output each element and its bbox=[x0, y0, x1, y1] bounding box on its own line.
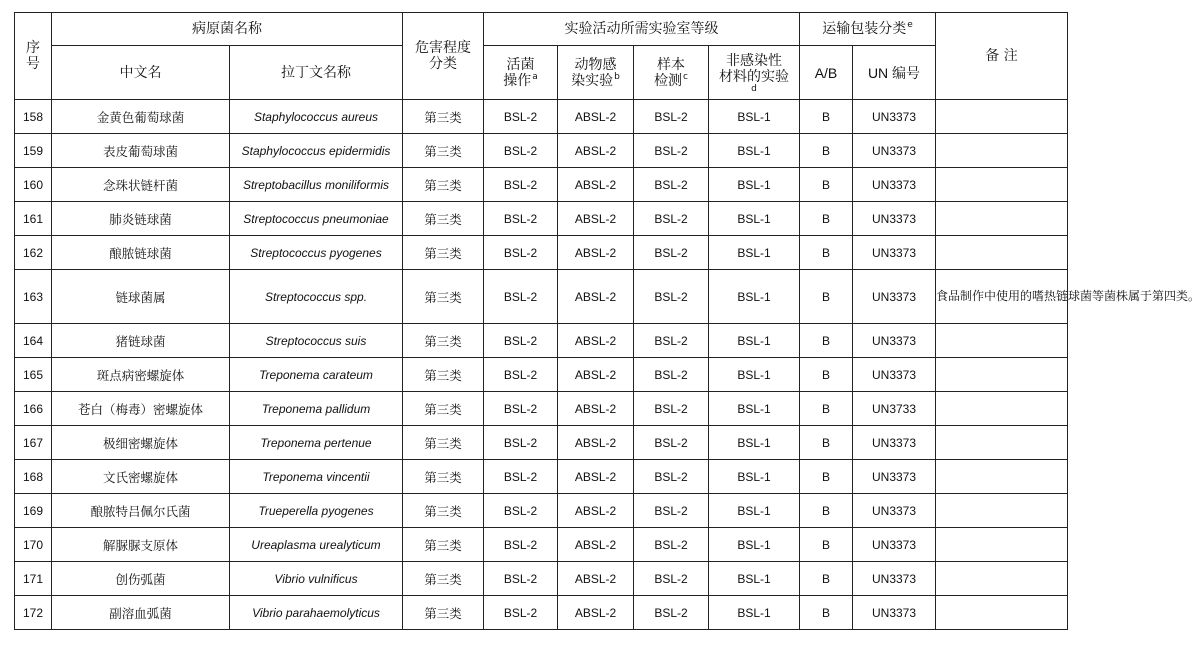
remarks bbox=[936, 494, 1068, 528]
animal-infection-level: ABSL-2 bbox=[558, 426, 634, 460]
remarks bbox=[936, 358, 1068, 392]
header-remarks: 备 注 bbox=[936, 13, 1068, 100]
table-row bbox=[15, 358, 1068, 392]
un-number: UN3373 bbox=[853, 134, 936, 168]
un-number: UN3733 bbox=[853, 392, 936, 426]
live-culture-level: BSL-2 bbox=[484, 426, 558, 460]
hazard-class: 第三类 bbox=[403, 392, 484, 426]
header-seq: 序 号 bbox=[15, 13, 52, 100]
row-number: 162 bbox=[15, 236, 52, 270]
un-number: UN3373 bbox=[853, 460, 936, 494]
remarks bbox=[936, 392, 1068, 426]
latin-name: Streptococcus pneumoniae bbox=[230, 202, 403, 236]
transport-ab: B bbox=[800, 562, 853, 596]
remarks: 食品制作中使用的嗜热链球菌等菌株属于第四类。 bbox=[936, 270, 1068, 324]
live-culture-level: BSL-2 bbox=[484, 528, 558, 562]
hazard-class: 第三类 bbox=[403, 324, 484, 358]
animal-infection-level: ABSL-2 bbox=[558, 236, 634, 270]
live-culture-level: BSL-2 bbox=[484, 134, 558, 168]
chinese-name: 文氏密螺旋体 bbox=[52, 460, 230, 494]
hazard-class: 第三类 bbox=[403, 528, 484, 562]
noninfectious-level: BSL-1 bbox=[709, 426, 800, 460]
animal-infection-level: ABSL-2 bbox=[558, 596, 634, 630]
animal-infection-level: ABSL-2 bbox=[558, 494, 634, 528]
pathogen-table bbox=[14, 12, 1200, 630]
remarks bbox=[936, 202, 1068, 236]
latin-name: Staphylococcus epidermidis bbox=[230, 134, 403, 168]
chinese-name: 链球菌属 bbox=[52, 270, 230, 324]
header-live-culture: 活菌 操作$^a$ bbox=[484, 46, 558, 100]
table-row bbox=[15, 528, 1068, 562]
row-number: 166 bbox=[15, 392, 52, 426]
sample-testing-level: BSL-2 bbox=[634, 236, 709, 270]
hazard-class: 第三类 bbox=[403, 236, 484, 270]
table-row bbox=[15, 270, 1068, 324]
latin-name: Streptococcus spp. bbox=[230, 270, 403, 324]
noninfectious-level: BSL-1 bbox=[709, 392, 800, 426]
sample-testing-level: BSL-2 bbox=[634, 134, 709, 168]
animal-infection-level: ABSL-2 bbox=[558, 134, 634, 168]
transport-ab: B bbox=[800, 134, 853, 168]
row-number: 161 bbox=[15, 202, 52, 236]
animal-infection-level: ABSL-2 bbox=[558, 562, 634, 596]
row-number: 163 bbox=[15, 270, 52, 324]
un-number: UN3373 bbox=[853, 236, 936, 270]
live-culture-level: BSL-2 bbox=[484, 460, 558, 494]
latin-name: Treponema carateum bbox=[230, 358, 403, 392]
live-culture-level: BSL-2 bbox=[484, 236, 558, 270]
chinese-name: 创伤弧菌 bbox=[52, 562, 230, 596]
live-culture-level: BSL-2 bbox=[484, 494, 558, 528]
animal-infection-level: ABSL-2 bbox=[558, 392, 634, 426]
hazard-class: 第三类 bbox=[403, 596, 484, 630]
chinese-name: 金黄色葡萄球菌 bbox=[52, 100, 230, 134]
animal-infection-level: ABSL-2 bbox=[558, 100, 634, 134]
noninfectious-level: BSL-1 bbox=[709, 134, 800, 168]
latin-name: Treponema pallidum bbox=[230, 392, 403, 426]
table-row bbox=[15, 236, 1068, 270]
live-culture-level: BSL-2 bbox=[484, 392, 558, 426]
table-row bbox=[15, 392, 1068, 426]
row-number: 158 bbox=[15, 100, 52, 134]
transport-ab: B bbox=[800, 100, 853, 134]
sample-testing-level: BSL-2 bbox=[634, 358, 709, 392]
live-culture-level: BSL-2 bbox=[484, 562, 558, 596]
animal-infection-level: ABSL-2 bbox=[558, 528, 634, 562]
animal-infection-level: ABSL-2 bbox=[558, 168, 634, 202]
hazard-class: 第三类 bbox=[403, 358, 484, 392]
latin-name: Streptococcus pyogenes bbox=[230, 236, 403, 270]
latin-name: Vibrio parahaemolyticus bbox=[230, 596, 403, 630]
chinese-name: 念珠状链杆菌 bbox=[52, 168, 230, 202]
sample-testing-level: BSL-2 bbox=[634, 270, 709, 324]
row-number: 171 bbox=[15, 562, 52, 596]
live-culture-level: BSL-2 bbox=[484, 270, 558, 324]
chinese-name: 猪链球菌 bbox=[52, 324, 230, 358]
transport-ab: B bbox=[800, 596, 853, 630]
noninfectious-level: BSL-1 bbox=[709, 270, 800, 324]
sample-testing-level: BSL-2 bbox=[634, 168, 709, 202]
transport-ab: B bbox=[800, 270, 853, 324]
table-row bbox=[15, 426, 1068, 460]
chinese-name: 解脲脲支原体 bbox=[52, 528, 230, 562]
transport-ab: B bbox=[800, 202, 853, 236]
hazard-class: 第三类 bbox=[403, 426, 484, 460]
remarks bbox=[936, 100, 1068, 134]
table-row bbox=[15, 324, 1068, 358]
remarks bbox=[936, 134, 1068, 168]
header-pathogen-name: 病原菌名称 bbox=[52, 13, 403, 46]
un-number: UN3373 bbox=[853, 562, 936, 596]
animal-infection-level: ABSL-2 bbox=[558, 202, 634, 236]
un-number: UN3373 bbox=[853, 202, 936, 236]
un-number: UN3373 bbox=[853, 494, 936, 528]
transport-ab: B bbox=[800, 324, 853, 358]
noninfectious-level: BSL-1 bbox=[709, 358, 800, 392]
sample-testing-level: BSL-2 bbox=[634, 562, 709, 596]
header-ab: A/B bbox=[800, 46, 853, 100]
noninfectious-level: BSL-1 bbox=[709, 236, 800, 270]
row-number: 169 bbox=[15, 494, 52, 528]
hazard-class: 第三类 bbox=[403, 494, 484, 528]
chinese-name: 酿脓特吕佩尔氏菌 bbox=[52, 494, 230, 528]
row-number: 159 bbox=[15, 134, 52, 168]
header-animal-infection: 动物感 染实验$^b$ bbox=[558, 46, 634, 100]
table-row bbox=[15, 494, 1068, 528]
header-noninfectious: 非感染性 材料的实验 d bbox=[709, 46, 800, 100]
hazard-class: 第三类 bbox=[403, 168, 484, 202]
noninfectious-level: BSL-1 bbox=[709, 202, 800, 236]
row-number: 165 bbox=[15, 358, 52, 392]
table-row bbox=[15, 460, 1068, 494]
transport-ab: B bbox=[800, 236, 853, 270]
transport-ab: B bbox=[800, 460, 853, 494]
latin-name: Treponema vincentii bbox=[230, 460, 403, 494]
transport-ab: B bbox=[800, 426, 853, 460]
hazard-class: 第三类 bbox=[403, 270, 484, 324]
noninfectious-level: BSL-1 bbox=[709, 100, 800, 134]
chinese-name: 酿脓链球菌 bbox=[52, 236, 230, 270]
un-number: UN3373 bbox=[853, 100, 936, 134]
table-row bbox=[15, 168, 1068, 202]
remarks bbox=[936, 596, 1068, 630]
sample-testing-level: BSL-2 bbox=[634, 596, 709, 630]
transport-ab: B bbox=[800, 358, 853, 392]
transport-ab: B bbox=[800, 392, 853, 426]
table-row bbox=[15, 134, 1068, 168]
un-number: UN3373 bbox=[853, 168, 936, 202]
remarks bbox=[936, 168, 1068, 202]
transport-ab: B bbox=[800, 168, 853, 202]
un-number: UN3373 bbox=[853, 596, 936, 630]
header-chinese-name: 中文名 bbox=[52, 46, 230, 100]
header-latin-name: 拉丁文名称 bbox=[230, 46, 403, 100]
row-number: 160 bbox=[15, 168, 52, 202]
un-number: UN3373 bbox=[853, 270, 936, 324]
chinese-name: 副溶血弧菌 bbox=[52, 596, 230, 630]
row-number: 164 bbox=[15, 324, 52, 358]
noninfectious-level: BSL-1 bbox=[709, 562, 800, 596]
sample-testing-level: BSL-2 bbox=[634, 494, 709, 528]
sample-testing-level: BSL-2 bbox=[634, 528, 709, 562]
transport-ab: B bbox=[800, 494, 853, 528]
un-number: UN3373 bbox=[853, 528, 936, 562]
live-culture-level: BSL-2 bbox=[484, 100, 558, 134]
sample-testing-level: BSL-2 bbox=[634, 426, 709, 460]
sample-testing-level: BSL-2 bbox=[634, 324, 709, 358]
row-number: 168 bbox=[15, 460, 52, 494]
table-row bbox=[15, 100, 1068, 134]
noninfectious-level: BSL-1 bbox=[709, 324, 800, 358]
latin-name: Trueperella pyogenes bbox=[230, 494, 403, 528]
noninfectious-level: BSL-1 bbox=[709, 168, 800, 202]
chinese-name: 斑点病密螺旋体 bbox=[52, 358, 230, 392]
latin-name: Ureaplasma urealyticum bbox=[230, 528, 403, 562]
noninfectious-level: BSL-1 bbox=[709, 528, 800, 562]
remarks bbox=[936, 426, 1068, 460]
noninfectious-level: BSL-1 bbox=[709, 596, 800, 630]
un-number: UN3373 bbox=[853, 358, 936, 392]
row-number: 167 bbox=[15, 426, 52, 460]
latin-name: Streptococcus suis bbox=[230, 324, 403, 358]
chinese-name: 表皮葡萄球菌 bbox=[52, 134, 230, 168]
hazard-class: 第三类 bbox=[403, 460, 484, 494]
transport-ab: B bbox=[800, 528, 853, 562]
header-hazard-class: 危害程度 分类 bbox=[403, 13, 484, 100]
latin-name: Streptobacillus moniliformis bbox=[230, 168, 403, 202]
noninfectious-level: BSL-1 bbox=[709, 460, 800, 494]
un-number: UN3373 bbox=[853, 426, 936, 460]
live-culture-level: BSL-2 bbox=[484, 358, 558, 392]
chinese-name: 极细密螺旋体 bbox=[52, 426, 230, 460]
live-culture-level: BSL-2 bbox=[484, 324, 558, 358]
hazard-class: 第三类 bbox=[403, 202, 484, 236]
sample-testing-level: BSL-2 bbox=[634, 392, 709, 426]
chinese-name: 肺炎链球菌 bbox=[52, 202, 230, 236]
header-un-number: UN 编号 bbox=[853, 46, 936, 100]
noninfectious-level: BSL-1 bbox=[709, 494, 800, 528]
animal-infection-level: ABSL-2 bbox=[558, 324, 634, 358]
hazard-class: 第三类 bbox=[403, 134, 484, 168]
sample-testing-level: BSL-2 bbox=[634, 460, 709, 494]
header-transport: 运输包装分类$^e$ bbox=[800, 13, 936, 46]
live-culture-level: BSL-2 bbox=[484, 202, 558, 236]
table-row bbox=[15, 202, 1068, 236]
hazard-class: 第三类 bbox=[403, 562, 484, 596]
row-number: 170 bbox=[15, 528, 52, 562]
remarks bbox=[936, 460, 1068, 494]
animal-infection-level: ABSL-2 bbox=[558, 358, 634, 392]
live-culture-level: BSL-2 bbox=[484, 596, 558, 630]
animal-infection-level: ABSL-2 bbox=[558, 270, 634, 324]
latin-name: Vibrio vulnificus bbox=[230, 562, 403, 596]
header-lab-level: 实验活动所需实验室等级 bbox=[484, 13, 800, 46]
hazard-class: 第三类 bbox=[403, 100, 484, 134]
live-culture-level: BSL-2 bbox=[484, 168, 558, 202]
sample-testing-level: BSL-2 bbox=[634, 202, 709, 236]
animal-infection-level: ABSL-2 bbox=[558, 460, 634, 494]
chinese-name: 苍白（梅毒）密螺旋体 bbox=[52, 392, 230, 426]
remarks bbox=[936, 562, 1068, 596]
un-number: UN3373 bbox=[853, 324, 936, 358]
table-row bbox=[15, 596, 1068, 630]
table-row bbox=[15, 562, 1068, 596]
row-number: 172 bbox=[15, 596, 52, 630]
sample-testing-level: BSL-2 bbox=[634, 100, 709, 134]
latin-name: Staphylococcus aureus bbox=[230, 100, 403, 134]
remarks bbox=[936, 236, 1068, 270]
remarks bbox=[936, 324, 1068, 358]
remarks bbox=[936, 528, 1068, 562]
latin-name: Treponema pertenue bbox=[230, 426, 403, 460]
header-sample-testing: 样本 检测$^c$ bbox=[634, 46, 709, 100]
